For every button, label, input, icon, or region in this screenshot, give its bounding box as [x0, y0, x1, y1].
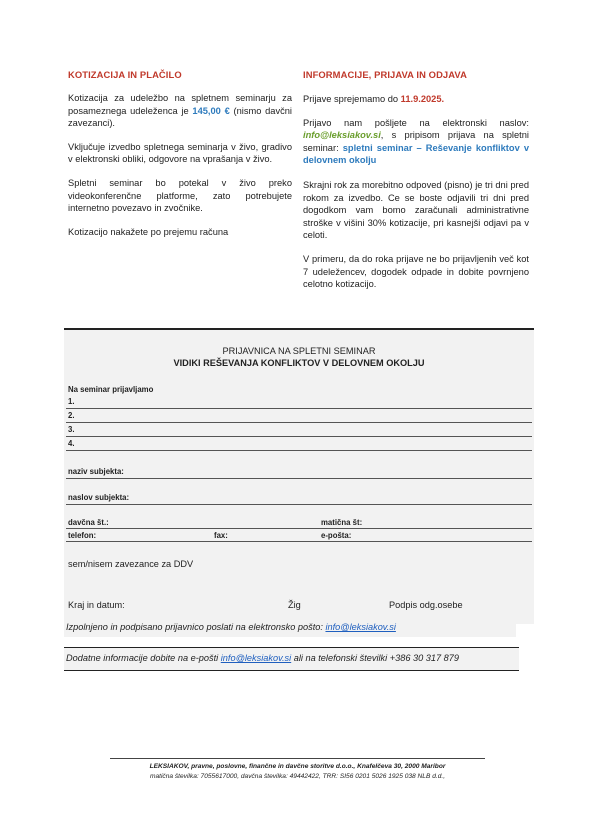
info-section	[303, 93, 529, 302]
participant-line[interactable]	[66, 408, 532, 409]
minimum-participants-paragraph: V primeru, da do roka prijave ne bo prijavljenih več kot 7 udeležencev, dogodek odpade in dobite povrnjeno celotno kotizacijo.	[303, 253, 529, 290]
tax-number-field[interactable]	[66, 528, 532, 529]
subject-address-field[interactable]	[66, 504, 532, 505]
registration-email[interactable]: info@leksiakov.si	[303, 130, 381, 141]
contact-info: Dodatne informacije dobite na e-pošti info@leksiakov.si ali na telefonski številki +386 30 317 879	[66, 653, 459, 663]
vat-status: sem/nisem zavezance za DDV	[68, 559, 194, 569]
phone-field[interactable]	[66, 541, 532, 542]
tax-number-label: davčna št.:	[68, 518, 109, 527]
platform-paragraph: Spletni seminar bo potekal v živo preko videokonferenčne platforme, zato potrebujete internetno povezavo in zvočnike.	[68, 177, 292, 214]
includes-paragraph: Vključuje izvedbo spletnega seminarja v živo, gradivo v elektronski obliki, odgovore na vprašanja v živo.	[68, 141, 292, 165]
price: 145,00 €	[192, 105, 230, 116]
subject-name-label: naziv subjekta:	[68, 467, 124, 476]
footer	[60, 762, 535, 781]
footer-registration: matična številka: 7055617000, davčna številka: 49442422, TRR: SI56 0201 5026 1925 038 NLB d.d.,	[149, 772, 446, 780]
pricing-section	[68, 92, 292, 249]
submit-instruction-strip	[64, 619, 516, 637]
phone-label: telefon:	[68, 531, 97, 540]
participant-number: 3.	[68, 425, 75, 434]
stamp-label: Žig	[288, 600, 301, 610]
pricing-heading: KOTIZACIJA IN PLAČILO	[68, 69, 182, 80]
submit-email-link[interactable]: info@leksiakov.si	[325, 622, 396, 632]
participant-line[interactable]	[66, 422, 532, 423]
info-heading: INFORMACIJE, PRIJAVA IN ODJAVA	[303, 69, 467, 80]
payment-paragraph: Kotizacijo nakažete po prejemu računa	[68, 226, 229, 237]
place-date-label: Kraj in datum:	[68, 600, 125, 610]
deadline-date: 11.9.2025.	[400, 94, 445, 104]
signature-label: Podpis odg.osebe	[389, 600, 463, 610]
footer-divider	[110, 758, 485, 759]
pricing-paragraph: Kotizacija za udeležbo na spletnem seminarju za posameznega udeleženca je 145,00 € (nismo davčni zavezanci).	[68, 93, 292, 129]
fax-label: fax:	[214, 531, 228, 540]
participant-number: 1.	[68, 397, 75, 406]
cancellation-paragraph: Skrajni rok za morebitno odpoved (pisno) je tri dni pred rokom za izvedbo. Ce se boste odjavili tri dni pred dogodkom vam bomo zaračunali administrativne stroške v višini 30% kotizacije, pri kasnejši odjavi pa v celoti.	[303, 179, 529, 241]
registration-form	[64, 328, 534, 624]
registration-number-label: matična št:	[321, 518, 363, 527]
contact-email-link[interactable]: info@leksiakov.si	[220, 653, 292, 663]
participant-line[interactable]	[66, 436, 532, 437]
participant-line[interactable]	[66, 450, 532, 451]
footer-company: LEKSIAKOV, pravne, poslovne, finančne in davčne storitve d.o.o., Knafelčeva 30, 2000 Maribor	[149, 763, 446, 770]
registration-paragraph: Prijavo nam pošljete na elektronski naslov: info@leksiakov.si, s pripisom prijava na spletni seminar: spletni seminar – Reševanje konfliktov v delovnem okolju	[303, 117, 530, 166]
participant-number: 2.	[68, 411, 75, 420]
contact-strip	[64, 647, 519, 671]
email-label: e-pošta:	[321, 531, 352, 540]
subject-name-field[interactable]	[66, 478, 532, 479]
deadline-paragraph: Prijave sprejemamo do 11.9.2025.	[303, 94, 445, 104]
submit-instruction: Izpolnjeno in podpisano prijavnico poslati na elektronsko pošto: info@leksiakov.si	[66, 622, 396, 632]
signup-label: Na seminar prijavljamo	[68, 385, 154, 394]
form-title: PRIJAVNICA NA SPLETNI SEMINAR VIDIKI REŠEVANJA KONFLIKTOV V DELOVNEM OKOLJU	[173, 346, 425, 368]
participant-number: 4.	[68, 439, 75, 448]
seminar-topic: spletni seminar – Reševanje konfliktov v delovnem okolju	[303, 142, 530, 166]
subject-address-label: naslov subjekta:	[68, 493, 130, 502]
